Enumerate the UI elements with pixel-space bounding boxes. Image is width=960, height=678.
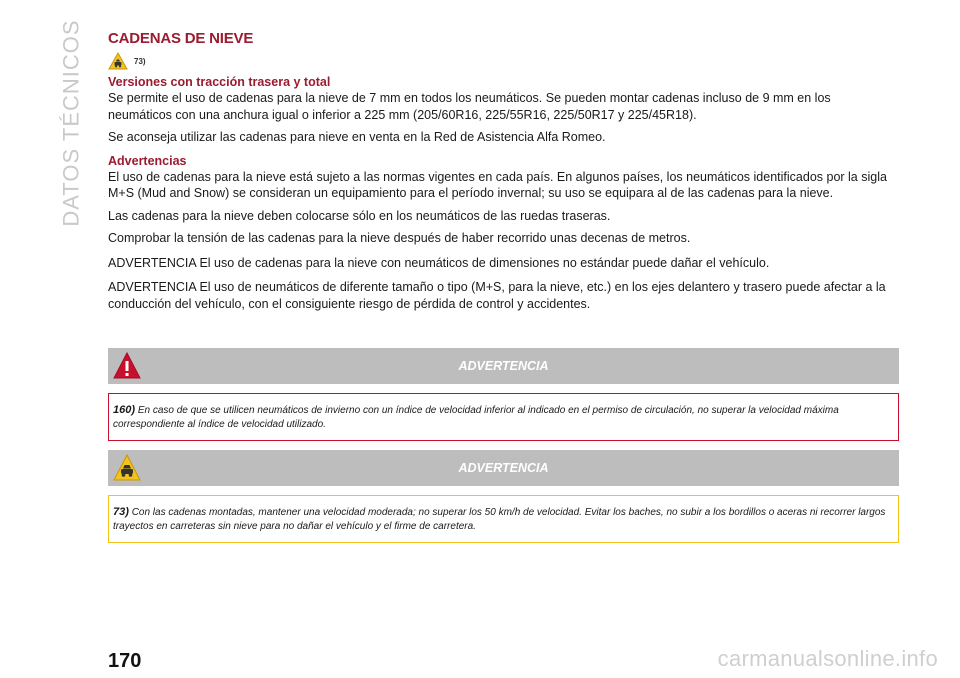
subsection-title: Versiones con tracción trasera y total [108,75,331,89]
warning-text: Con las cadenas montadas, mantener una velocidad moderada; no superar los 50 km/h de velocidad. Evitar los baches, no subir a los bordillos o aceras ni recorrer largos trayectos en carreteras sin nieve para no dañar el vehículo y el firme de carretera. [113,507,886,532]
paragraph: Comprobar la tensión de las cadenas para la nieve después de haber recorrido unas decenas de metros. [108,231,691,245]
warning-number: 160) [113,404,136,416]
warning-reference: 73) [134,56,146,66]
car-skid-warning-icon [108,52,128,70]
warning-body [108,495,899,543]
warning-text: En caso de que se utilicen neumáticos de invierno con un índice de velocidad inferior al indicado en el permiso de circulación, no superar la velocidad máxima correspondiente al índice de velocidad utilizado. [113,405,839,430]
paragraph: ADVERTENCIA El uso de cadenas para la nieve con neumáticos de dimensiones no estándar puede dañar el vehículo. [108,255,770,270]
paragraph: Las cadenas para la nieve deben colocarse sólo en los neumáticos de las ruedas traseras. [108,208,611,223]
watermark: carmanualsonline.info [717,646,938,671]
warning-box-danger [108,348,899,441]
car-skid-warning-icon [112,453,142,483]
paragraph: ADVERTENCIA El uso de neumáticos de diferente tamaño o tipo (M+S, para la nieve, etc.) en los ejes delantero y trasero puede afectar a la conducción del vehículo, con el consiguiente riesgo de pérdida de control y accidentes. [108,280,886,311]
exclamation-triangle-icon [112,351,142,381]
page-number: 170 [108,650,142,672]
warning-number: 73) [113,506,129,518]
main-content [108,30,898,318]
paragraph: Se aconseja utilizar las cadenas para nieve en venta en la Red de Asistencia Alfa Romeo. [108,130,606,144]
paragraph: El uso de cadenas para la nieve está sujeto a las normas vigentes en cada país. En algunos países, los neumáticos identificados por la sigla M+S (Mud and Snow) se consideran un equipamiento para el período invernal; su uso se equipara al de las cadenas para la nieve. [108,169,887,200]
warning-header [108,450,899,486]
subsection-title: Advertencias [108,153,187,168]
warning-box-vehicle [108,450,899,543]
warning-body [108,393,899,441]
warning-title: ADVERTENCIA [458,359,549,373]
warning-title: ADVERTENCIA [458,461,549,475]
paragraph: Se permite el uso de cadenas para la nieve de 7 mm en todos los neumáticos. Se pueden montar cadenas incluso de 9 mm en los neumáticos con una anchura igual o inferior a 225 mm (205/60R16, 225/55R16, 225/50R17 y 225/45R18). [108,91,831,122]
side-section-label: DATOS TÉCNICOS [59,19,84,227]
reference-line [108,51,898,71]
warning-header [108,348,899,384]
section-title: CADENAS DE NIEVE [108,30,254,47]
